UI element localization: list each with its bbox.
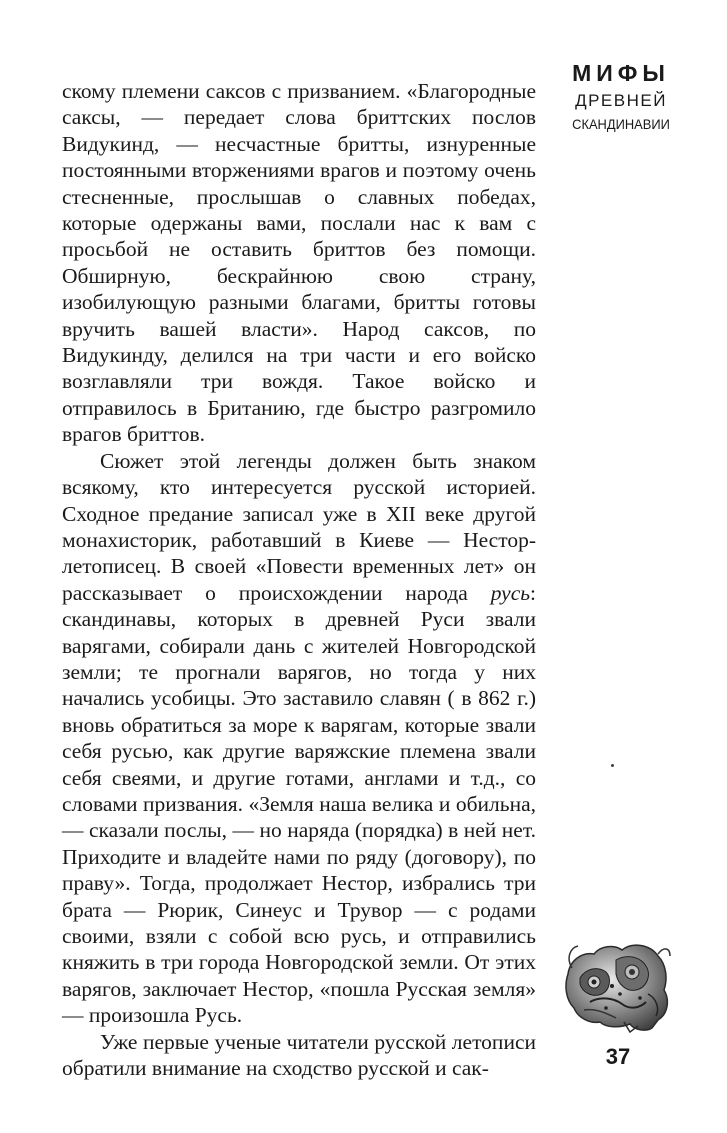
- paragraph-2-text-a: Сюжет этой легенды должен быть знаком всякому, кто интересуется русской историей. Сходное предание записал уже в XII веке другой монахисторик, работавший в Киеве — Нестор-летописец. В своей «Повести временных лет» он рассказывает о происхождении народа: [62, 448, 536, 605]
- paragraph-2-text-b: : скандинавы, которых в древней Руси звали варягами, собирали дань с жителей Новгородской земли; те прогнали варягов, но тогда у них начались усобицы. Это заставило славян ( в 862 г.) вновь обратиться за море к варягам, которые звали себя русью, как другие варяжские племена звали себя свеями, и другие готами, англами и т.д., со словами призвания. «Земля наша велика и обильна, — сказали послы, — но наряда (порядка) в ней нет. Приходите и владейте нами по ряду (договору), по праву». Тогда, продолжает Нестор, избрались три брата — Рюрик, Синеус и Трувор — с родами своими, взяли с собой всю русь, и отправились княжить в три города Новгородской земли. От этих варягов, заключает Нестор, «пошла Русская земля» — произошла Русь.: [62, 580, 537, 1028]
- paragraph-3: Уже первые ученые читатели русской летописи обратили внимание на сходство русской и сак-: [62, 1029, 536, 1081]
- paragraph-2: [62, 448, 536, 1029]
- main-text-column: [62, 78, 536, 1081]
- running-head: [566, 58, 676, 134]
- scandinavian-animal-head-brooch-icon: [560, 938, 672, 1034]
- italic-term-rus: русь: [490, 580, 531, 605]
- running-head-title: МИФЫ: [572, 60, 670, 86]
- print-speck: [611, 764, 614, 767]
- running-head-subtitle-2: СКАНДИНАВИИ: [572, 116, 670, 132]
- paragraph-1: скому племени саксов с призванием. «Благородные саксы, — передает слова бриттских послов Видукинд, — несчастные бритты, изнуренные постоянными вторжениями врагов и поэтому очень стесненные, прослышав о славных победах, которые одержаны вами, послали нас к вам с просьбой не оставить бриттов без помощи. Обширную, бескрайнюю свою страну, изобилующую разными благами, бритты готовы вручить вашей власти». Народ саксов, по Видукинду, делился на три части и его войско возглавляли три вождя. Такое войско и отправилось в Британию, где быстро разгромило врагов бриттов.: [62, 79, 536, 447]
- page-number: 37: [605, 1044, 631, 1069]
- running-head-subtitle: ДРЕВНЕЙ: [575, 91, 667, 110]
